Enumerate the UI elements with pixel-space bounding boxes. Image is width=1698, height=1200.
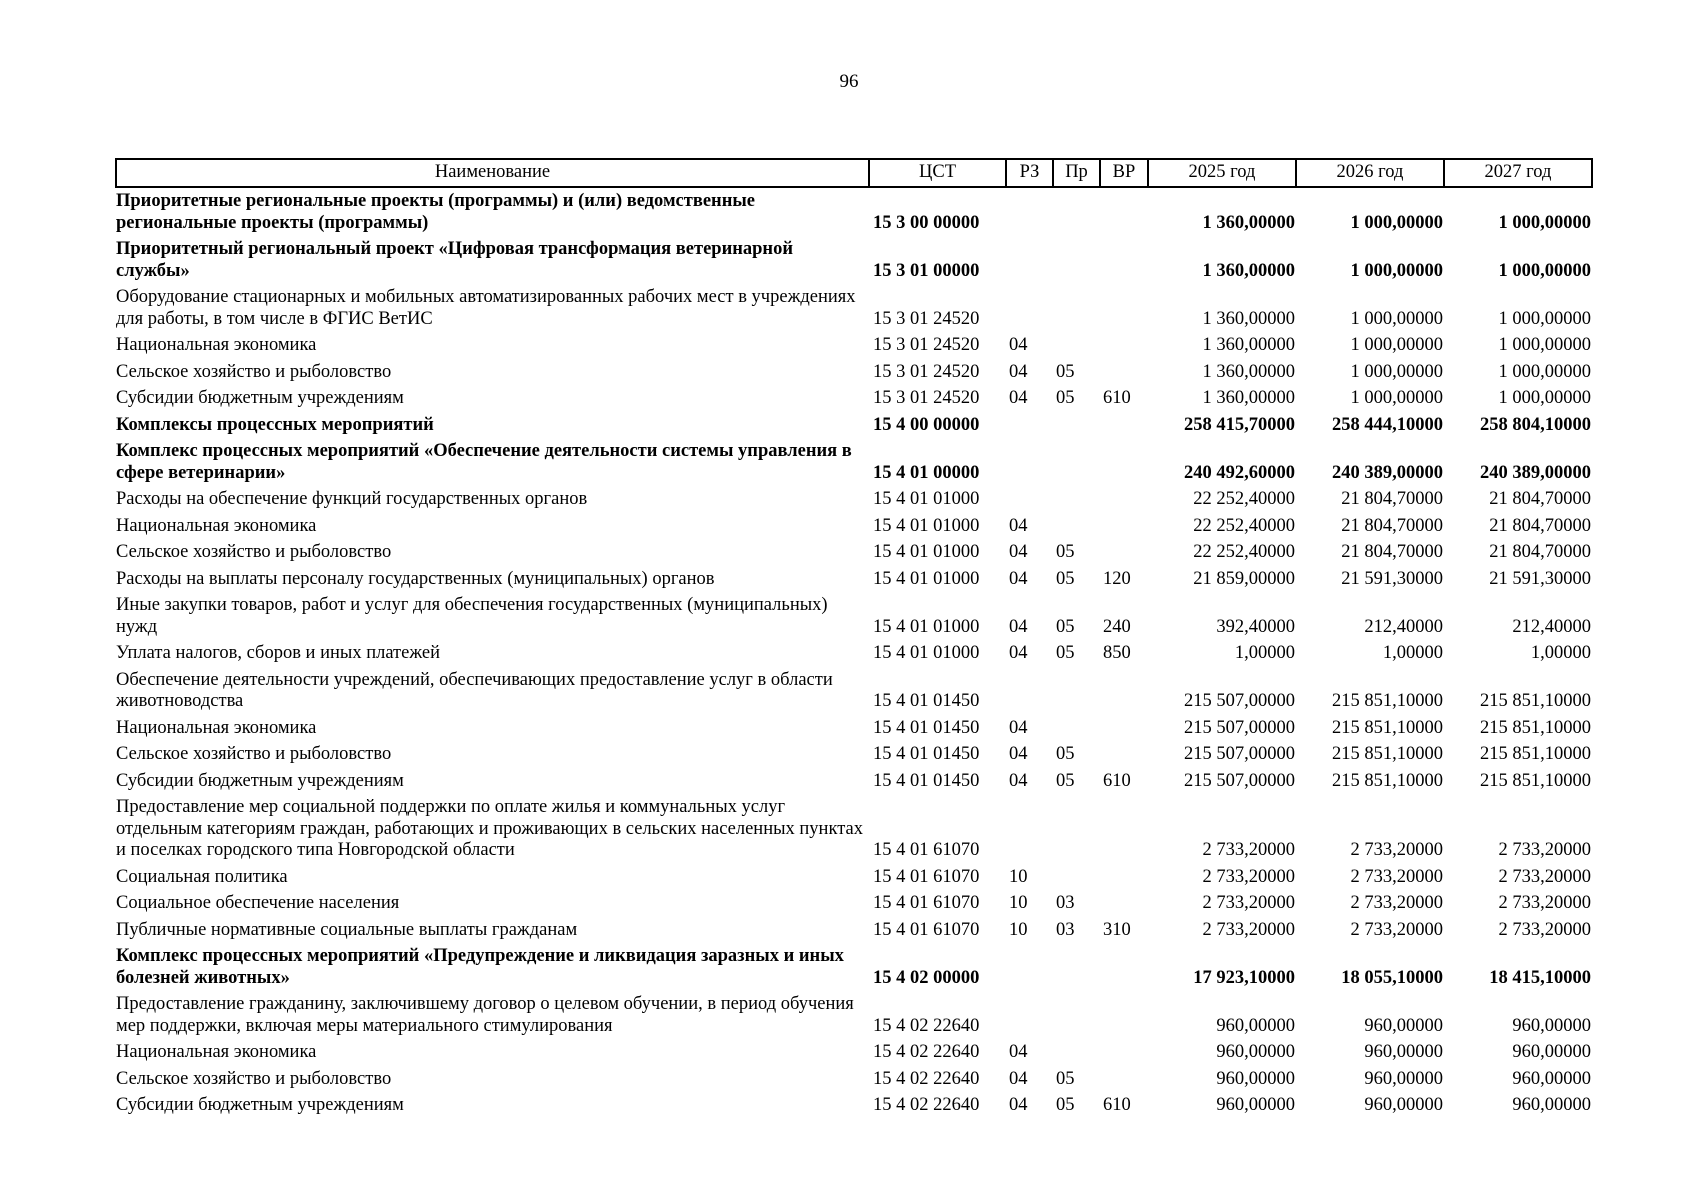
row-2025-cell: 1 360,00000 — [1202, 335, 1295, 355]
row-2027-cell: 1 000,00000 — [1498, 335, 1591, 355]
row-vr-cell: 610 — [1103, 1095, 1131, 1115]
row-cst-cell: 15 4 02 22640 — [873, 1042, 980, 1062]
row-2027-cell: 215 851,10000 — [1480, 770, 1591, 791]
row-pr-cell — [1053, 864, 1100, 891]
table-row — [116, 667, 1592, 715]
row-2027-cell: 2 733,20000 — [1498, 866, 1591, 887]
row-cst-cell: 15 3 01 24520 — [873, 388, 980, 408]
row-2027-cell: 2 733,20000 — [1498, 840, 1591, 860]
row-2027-cell: 1 000,00000 — [1498, 212, 1591, 233]
row-vr-cell — [1100, 794, 1148, 864]
row-vr-cell — [1100, 486, 1148, 513]
table-row — [116, 385, 1592, 412]
row-pr-cell — [1053, 486, 1100, 513]
row-2027-cell: 21 804,70000 — [1489, 489, 1591, 509]
row-2025-cell: 2 733,20000 — [1202, 866, 1295, 887]
row-name-cell: Расходы на обеспечение функций государственных органов — [116, 489, 588, 509]
row-pr-cell: 05 — [1056, 1068, 1075, 1089]
header-cst: ЦСТ — [869, 159, 1006, 187]
row-rz-cell — [1006, 284, 1053, 332]
row-rz-cell: 04 — [1009, 1068, 1028, 1089]
row-pr-cell: 05 — [1056, 616, 1075, 637]
row-vr-cell — [1100, 539, 1148, 566]
row-2025-cell: 240 492,60000 — [1184, 462, 1295, 483]
row-2025-cell: 215 507,00000 — [1184, 744, 1295, 764]
row-rz-cell: 04 — [1009, 388, 1028, 408]
row-vr-cell — [1100, 890, 1148, 917]
table-row — [116, 412, 1592, 439]
row-cst-cell: 15 4 00 00000 — [873, 414, 980, 435]
budget-table — [115, 158, 1593, 1119]
row-2027-cell: 21 804,70000 — [1489, 542, 1591, 562]
row-name-cell: Сельское хозяйство и рыболовство — [116, 361, 392, 382]
row-rz-cell — [1006, 236, 1053, 284]
row-2027-cell: 258 804,10000 — [1480, 414, 1591, 435]
row-2025-cell: 1 360,00000 — [1202, 308, 1295, 329]
row-name-cell: Уплата налогов, сборов и иных платежей — [116, 643, 441, 663]
table-row — [116, 1039, 1592, 1066]
row-vr-cell — [1100, 1039, 1148, 1066]
row-pr-cell — [1053, 284, 1100, 332]
row-vr-cell: 120 — [1103, 568, 1131, 589]
row-pr-cell: 05 — [1056, 388, 1075, 408]
row-vr-cell — [1100, 438, 1148, 486]
table-row — [116, 236, 1592, 284]
row-2027-cell: 18 415,10000 — [1489, 967, 1591, 988]
row-2026-cell: 1,00000 — [1382, 643, 1443, 663]
row-cst-cell: 15 4 01 61070 — [873, 893, 980, 913]
row-2027-cell: 1 000,00000 — [1498, 388, 1591, 408]
row-rz-cell: 04 — [1009, 542, 1028, 562]
row-2026-cell: 1 000,00000 — [1350, 388, 1443, 408]
row-vr-cell — [1100, 991, 1148, 1039]
row-name-cell: Национальная экономика — [116, 515, 317, 536]
row-cst-cell: 15 3 01 24520 — [873, 361, 980, 382]
row-vr-cell — [1100, 715, 1148, 742]
row-cst-cell: 15 4 01 01450 — [873, 770, 980, 791]
table-row — [116, 438, 1592, 486]
row-rz-cell — [1006, 794, 1053, 864]
table-row — [116, 539, 1592, 566]
row-cst-cell: 15 4 01 01000 — [873, 489, 980, 509]
row-name-cell: Сельское хозяйство и рыболовство — [116, 542, 392, 562]
row-2027-cell: 2 733,20000 — [1498, 919, 1591, 940]
table-row — [116, 794, 1592, 864]
row-2027-cell: 212,40000 — [1512, 616, 1591, 637]
row-name-cell: Сельское хозяйство и рыболовство — [116, 1068, 392, 1089]
row-2026-cell: 960,00000 — [1364, 1015, 1443, 1036]
table-row — [116, 741, 1592, 768]
row-rz-cell — [1006, 991, 1053, 1039]
row-2027-cell: 1 000,00000 — [1498, 308, 1591, 329]
row-pr-cell — [1053, 794, 1100, 864]
row-cst-cell: 15 3 01 00000 — [873, 260, 980, 281]
row-cst-cell: 15 4 02 00000 — [873, 967, 980, 988]
row-pr-cell: 05 — [1056, 361, 1075, 382]
row-name-cell: Приоритетные региональные проекты (программы) и (или) ведомственные региональные проекты (программы) — [116, 191, 756, 233]
row-2027-cell: 2 733,20000 — [1498, 893, 1591, 913]
table-row — [116, 864, 1592, 891]
row-cst-cell: 15 3 01 24520 — [873, 335, 980, 355]
header-2026: 2026 год — [1296, 159, 1444, 187]
table-row — [116, 890, 1592, 917]
row-pr-cell — [1053, 513, 1100, 540]
table-row — [116, 359, 1592, 386]
row-2026-cell: 2 733,20000 — [1350, 893, 1443, 913]
row-pr-cell: 05 — [1056, 770, 1075, 791]
row-2026-cell: 215 851,10000 — [1332, 717, 1443, 738]
row-2025-cell: 258 415,70000 — [1184, 414, 1295, 435]
header-name: Наименование — [116, 159, 869, 187]
row-vr-cell — [1100, 741, 1148, 768]
table-row — [116, 640, 1592, 667]
row-name-cell: Обеспечение деятельности учреждений, обеспечивающих предоставление услуг в области животноводства — [116, 669, 833, 711]
row-2025-cell: 2 733,20000 — [1202, 840, 1295, 860]
row-rz-cell: 04 — [1009, 643, 1028, 663]
row-2025-cell: 215 507,00000 — [1184, 691, 1295, 711]
row-name-cell: Социальное обеспечение населения — [116, 893, 400, 913]
row-2026-cell: 1 000,00000 — [1350, 308, 1443, 329]
row-2026-cell: 215 851,10000 — [1332, 691, 1443, 711]
table-row — [116, 1092, 1592, 1119]
row-2026-cell: 2 733,20000 — [1350, 840, 1443, 860]
row-name-cell: Сельское хозяйство и рыболовство — [116, 744, 392, 764]
row-2026-cell: 240 389,00000 — [1332, 462, 1443, 483]
row-vr-cell: 610 — [1103, 770, 1131, 791]
row-2027-cell: 960,00000 — [1512, 1042, 1591, 1062]
row-vr-cell — [1100, 359, 1148, 386]
row-2026-cell: 258 444,10000 — [1332, 414, 1443, 435]
row-2026-cell: 215 851,10000 — [1332, 744, 1443, 764]
row-vr-cell — [1100, 412, 1148, 439]
row-2025-cell: 2 733,20000 — [1202, 893, 1295, 913]
row-pr-cell — [1053, 236, 1100, 284]
row-2025-cell: 215 507,00000 — [1184, 717, 1295, 738]
row-2026-cell: 2 733,20000 — [1350, 866, 1443, 887]
row-cst-cell: 15 4 01 01000 — [873, 542, 980, 562]
row-rz-cell — [1006, 486, 1053, 513]
row-cst-cell: 15 4 01 61070 — [873, 866, 980, 887]
row-2026-cell: 1 000,00000 — [1350, 260, 1443, 281]
row-rz-cell — [1006, 438, 1053, 486]
row-2025-cell: 17 923,10000 — [1193, 967, 1295, 988]
row-cst-cell: 15 4 02 22640 — [873, 1095, 980, 1115]
row-vr-cell — [1100, 236, 1148, 284]
header-vr: ВР — [1100, 159, 1148, 187]
row-2025-cell: 1 360,00000 — [1202, 388, 1295, 408]
row-pr-cell — [1053, 1039, 1100, 1066]
row-cst-cell: 15 4 01 01000 — [873, 643, 980, 663]
row-rz-cell: 04 — [1009, 361, 1028, 382]
row-pr-cell: 05 — [1056, 568, 1075, 589]
row-name-cell: Субсидии бюджетным учреждениям — [116, 1095, 404, 1115]
row-name-cell: Национальная экономика — [116, 335, 317, 355]
row-name-cell: Комплекс процессных мероприятий «Обеспечение деятельности системы управления в сфере ветеринарии» — [116, 441, 852, 483]
row-vr-cell: 610 — [1103, 388, 1131, 408]
row-pr-cell: 03 — [1056, 893, 1075, 913]
row-rz-cell — [1006, 187, 1053, 236]
row-2026-cell: 960,00000 — [1364, 1095, 1443, 1115]
row-2025-cell: 392,40000 — [1216, 616, 1295, 637]
table-row — [116, 566, 1592, 593]
row-name-cell: Социальная политика — [116, 866, 288, 887]
row-2026-cell: 1 000,00000 — [1350, 212, 1443, 233]
row-rz-cell: 04 — [1009, 515, 1028, 536]
table-header — [116, 159, 1592, 187]
header-2025: 2025 год — [1148, 159, 1296, 187]
row-name-cell: Субсидии бюджетным учреждениям — [116, 388, 404, 408]
row-name-cell: Приоритетный региональный проект «Цифровая трансформация ветеринарной службы» — [116, 239, 794, 281]
row-pr-cell — [1053, 438, 1100, 486]
row-2025-cell: 1 360,00000 — [1202, 260, 1295, 281]
row-vr-cell: 240 — [1103, 616, 1131, 637]
row-name-cell: Национальная экономика — [116, 1042, 317, 1062]
row-2027-cell: 240 389,00000 — [1480, 462, 1591, 483]
row-pr-cell: 05 — [1056, 1095, 1075, 1115]
table-row — [116, 991, 1592, 1039]
table-row — [116, 284, 1592, 332]
row-pr-cell — [1053, 991, 1100, 1039]
page-number: 96 — [839, 71, 859, 92]
row-2026-cell: 21 804,70000 — [1341, 489, 1443, 509]
row-2027-cell: 1 000,00000 — [1498, 260, 1591, 281]
row-2026-cell: 21 804,70000 — [1341, 542, 1443, 562]
row-name-cell: Предоставление мер социальной поддержки по оплате жилья и коммунальных услуг отдельным категориям граждан, работающих и проживающих в сельских населенных пунктах и поселках городского типа Новгородской области — [116, 797, 863, 860]
row-2025-cell: 22 252,40000 — [1193, 489, 1295, 509]
row-vr-cell — [1100, 943, 1148, 991]
row-2027-cell: 960,00000 — [1512, 1068, 1591, 1089]
row-2025-cell: 215 507,00000 — [1184, 770, 1295, 791]
row-2027-cell: 215 851,10000 — [1480, 744, 1591, 764]
row-name-cell: Национальная экономика — [116, 717, 317, 738]
row-cst-cell: 15 4 01 01450 — [873, 717, 980, 738]
row-rz-cell: 04 — [1009, 335, 1028, 355]
row-vr-cell — [1100, 187, 1148, 236]
row-2027-cell: 1,00000 — [1530, 643, 1591, 663]
row-name-cell: Комплекс процессных мероприятий «Предупреждение и ликвидация заразных и иных болезней животных» — [116, 946, 844, 988]
row-vr-cell — [1100, 332, 1148, 359]
row-rz-cell: 04 — [1009, 568, 1028, 589]
row-vr-cell — [1100, 1066, 1148, 1093]
row-cst-cell: 15 3 00 00000 — [873, 212, 980, 233]
row-cst-cell: 15 3 01 24520 — [873, 308, 980, 329]
row-2025-cell: 1 360,00000 — [1202, 361, 1295, 382]
row-2026-cell: 21 591,30000 — [1341, 568, 1443, 589]
row-vr-cell: 850 — [1103, 643, 1131, 663]
row-pr-cell: 05 — [1056, 744, 1075, 764]
row-name-cell: Комплексы процессных мероприятий — [116, 414, 434, 435]
row-cst-cell: 15 4 01 61070 — [873, 840, 980, 860]
table-row — [116, 1066, 1592, 1093]
row-2026-cell: 1 000,00000 — [1350, 335, 1443, 355]
row-2027-cell: 960,00000 — [1512, 1015, 1591, 1036]
row-2026-cell: 2 733,20000 — [1350, 919, 1443, 940]
row-2025-cell: 960,00000 — [1216, 1042, 1295, 1062]
row-rz-cell: 10 — [1009, 866, 1028, 887]
row-2025-cell: 1 360,00000 — [1202, 212, 1295, 233]
row-2025-cell: 22 252,40000 — [1193, 515, 1295, 536]
row-2027-cell: 21 804,70000 — [1489, 515, 1591, 536]
row-rz-cell: 10 — [1009, 893, 1028, 913]
row-rz-cell: 04 — [1009, 770, 1028, 791]
row-2027-cell: 21 591,30000 — [1489, 568, 1591, 589]
table-row — [116, 513, 1592, 540]
row-name-cell: Субсидии бюджетным учреждениям — [116, 770, 404, 791]
header-2027: 2027 год — [1444, 159, 1592, 187]
row-pr-cell: 05 — [1056, 542, 1075, 562]
row-2025-cell: 960,00000 — [1216, 1095, 1295, 1115]
row-vr-cell — [1100, 284, 1148, 332]
row-pr-cell — [1053, 715, 1100, 742]
row-cst-cell: 15 4 01 01450 — [873, 744, 980, 764]
table-row — [116, 715, 1592, 742]
header-pr: Пр — [1053, 159, 1100, 187]
row-pr-cell — [1053, 667, 1100, 715]
row-pr-cell — [1053, 332, 1100, 359]
row-2025-cell: 2 733,20000 — [1202, 919, 1295, 940]
row-cst-cell: 15 4 01 01450 — [873, 691, 980, 711]
row-pr-cell — [1053, 943, 1100, 991]
row-vr-cell — [1100, 667, 1148, 715]
table-body — [116, 187, 1592, 1119]
table-row — [116, 332, 1592, 359]
row-rz-cell: 04 — [1009, 616, 1028, 637]
row-2026-cell: 21 804,70000 — [1341, 515, 1443, 536]
row-2027-cell: 215 851,10000 — [1480, 691, 1591, 711]
row-cst-cell: 15 4 01 61070 — [873, 919, 980, 940]
row-name-cell: Предоставление гражданину, заключившему договор о целевом обучении, в период обучения мер поддержки, включая меры материального стимулирования — [116, 994, 854, 1036]
row-cst-cell: 15 4 01 01000 — [873, 515, 980, 536]
row-rz-cell: 04 — [1009, 717, 1028, 738]
row-2025-cell: 960,00000 — [1216, 1068, 1295, 1089]
row-2025-cell: 1,00000 — [1234, 643, 1295, 663]
row-pr-cell: 05 — [1056, 643, 1075, 663]
header-rz: РЗ — [1006, 159, 1053, 187]
row-cst-cell: 15 4 01 01000 — [873, 616, 980, 637]
row-rz-cell: 04 — [1009, 744, 1028, 764]
row-2025-cell: 960,00000 — [1216, 1015, 1295, 1036]
row-2026-cell: 1 000,00000 — [1350, 361, 1443, 382]
table-row — [116, 187, 1592, 236]
row-name-cell: Расходы на выплаты персоналу государственных (муниципальных) органов — [116, 568, 715, 589]
row-2027-cell: 1 000,00000 — [1498, 361, 1591, 382]
header-row — [116, 159, 1592, 187]
row-2027-cell: 215 851,10000 — [1480, 717, 1591, 738]
row-vr-cell — [1100, 513, 1148, 540]
row-vr-cell — [1100, 864, 1148, 891]
row-pr-cell — [1053, 412, 1100, 439]
row-rz-cell — [1006, 943, 1053, 991]
row-rz-cell — [1006, 412, 1053, 439]
row-2026-cell: 960,00000 — [1364, 1042, 1443, 1062]
row-cst-cell: 15 4 01 01000 — [873, 568, 980, 589]
row-rz-cell — [1006, 667, 1053, 715]
row-2026-cell: 215 851,10000 — [1332, 770, 1443, 791]
table-row — [116, 486, 1592, 513]
row-2026-cell: 18 055,10000 — [1341, 967, 1443, 988]
row-name-cell: Публичные нормативные социальные выплаты гражданам — [116, 919, 578, 940]
row-rz-cell: 10 — [1009, 919, 1028, 940]
row-name-cell: Оборудование стационарных и мобильных автоматизированных рабочих мест в учреждениях для работы, в том числе в ФГИС ВетИС — [116, 287, 856, 329]
row-pr-cell: 03 — [1056, 919, 1075, 940]
row-vr-cell: 310 — [1103, 919, 1131, 940]
row-cst-cell: 15 4 02 22640 — [873, 1015, 980, 1036]
row-2025-cell: 21 859,00000 — [1193, 568, 1295, 589]
row-2026-cell: 212,40000 — [1364, 616, 1443, 637]
table-row — [116, 917, 1592, 944]
table-row — [116, 592, 1592, 640]
row-2025-cell: 22 252,40000 — [1193, 542, 1295, 562]
table-row — [116, 768, 1592, 795]
row-pr-cell — [1053, 187, 1100, 236]
row-2027-cell: 960,00000 — [1512, 1095, 1591, 1115]
row-name-cell: Иные закупки товаров, работ и услуг для обеспечения государственных (муниципальных) нужд — [116, 595, 828, 637]
row-cst-cell: 15 4 01 00000 — [873, 462, 980, 483]
row-rz-cell: 04 — [1009, 1042, 1028, 1062]
table-row — [116, 943, 1592, 991]
row-rz-cell: 04 — [1009, 1095, 1028, 1115]
row-2026-cell: 960,00000 — [1364, 1068, 1443, 1089]
row-cst-cell: 15 4 02 22640 — [873, 1068, 980, 1089]
